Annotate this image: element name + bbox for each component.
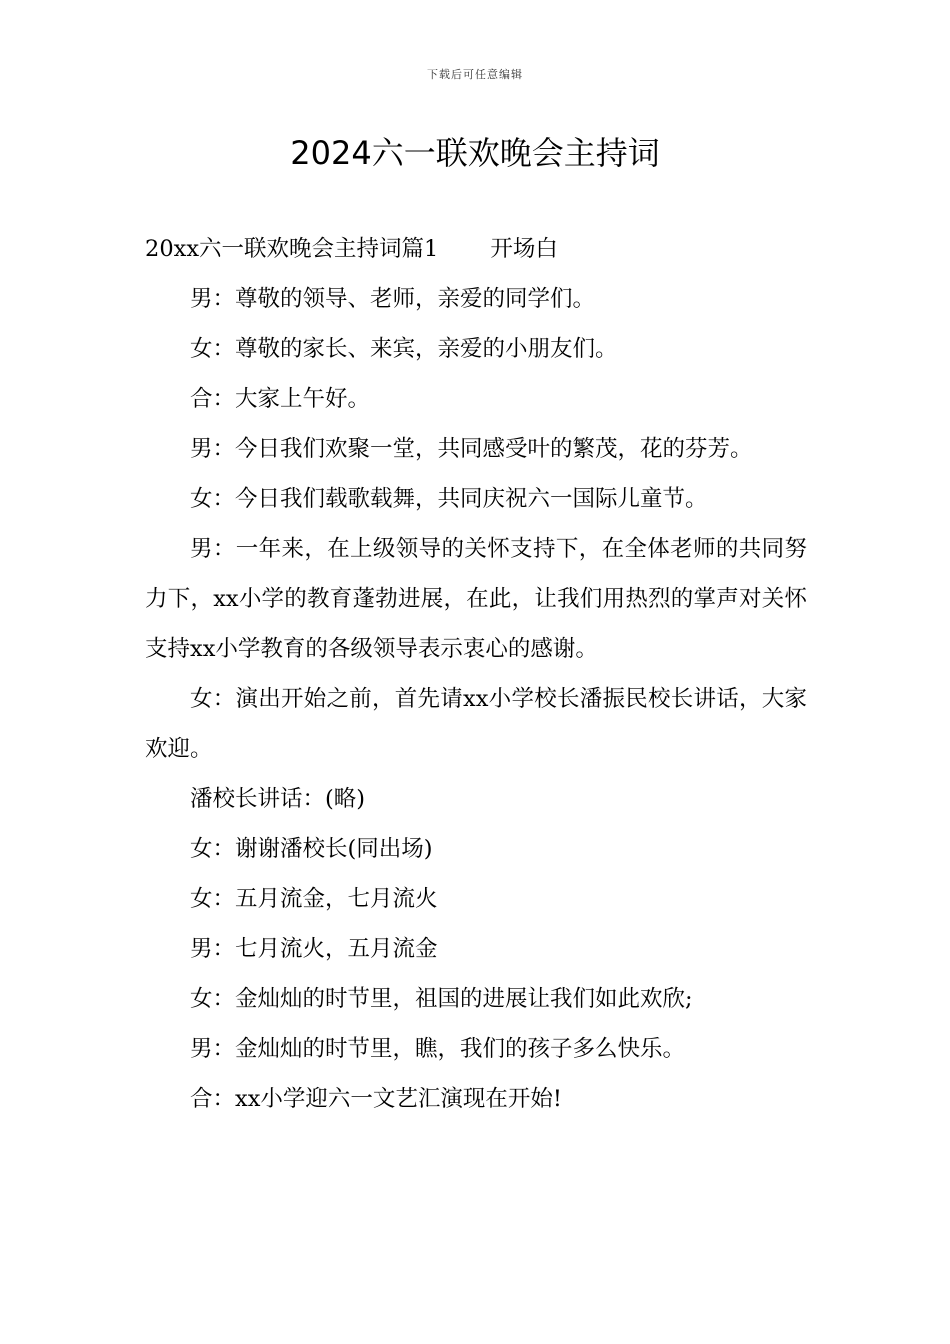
paragraph: 女：今日我们载歌载舞，共同庆祝六一国际儿童节。: [190, 486, 708, 512]
header-note: 下载后可任意编辑: [427, 68, 523, 81]
paragraph: 男：尊敬的领导、老师，亲爱的同学们。: [190, 286, 596, 312]
section-subtitle: 开场白: [490, 236, 558, 262]
paragraph: 女：五月流金，七月流火: [190, 886, 438, 912]
paragraph: 女：尊敬的家长、来宾，亲爱的小朋友们。: [190, 336, 618, 362]
paragraph: 男：今日我们欢聚一堂，共同感受叶的繁茂，花的芬芳。: [190, 436, 753, 462]
paragraph: 女：谢谢潘校长(同出场): [190, 836, 433, 862]
paragraph: 潘校长讲话：(略): [190, 786, 366, 812]
section-title: 20xx六一联欢晚会主持词篇1: [145, 236, 439, 262]
paragraph: 男：七月流火，五月流金: [190, 936, 438, 962]
section-heading: [145, 224, 807, 274]
document-body: [145, 224, 807, 1124]
paragraph: 女：演出开始之前，首先请xx小学校长潘振民校长讲话，大家欢迎。: [145, 686, 807, 762]
paragraph: 合：大家上午好。: [190, 386, 371, 412]
paragraph: 女：金灿灿的时节里，祖国的进展让我们如此欢欣;: [190, 986, 693, 1012]
paragraph: 合：xx小学迎六一文艺汇演现在开始!: [190, 1086, 562, 1112]
paragraph: 男：一年来，在上级领导的关怀支持下，在全体老师的共同努力下，xx小学的教育蓬勃进展，在此，让我们用热烈的掌声对关怀支持xx小学教育的各级领导表示衷心的感谢。: [145, 536, 807, 662]
paragraph: 男：金灿灿的时节里，瞧，我们的孩子多么快乐。: [190, 1036, 686, 1062]
document-title: 2024六一联欢晚会主持词: [290, 134, 660, 172]
